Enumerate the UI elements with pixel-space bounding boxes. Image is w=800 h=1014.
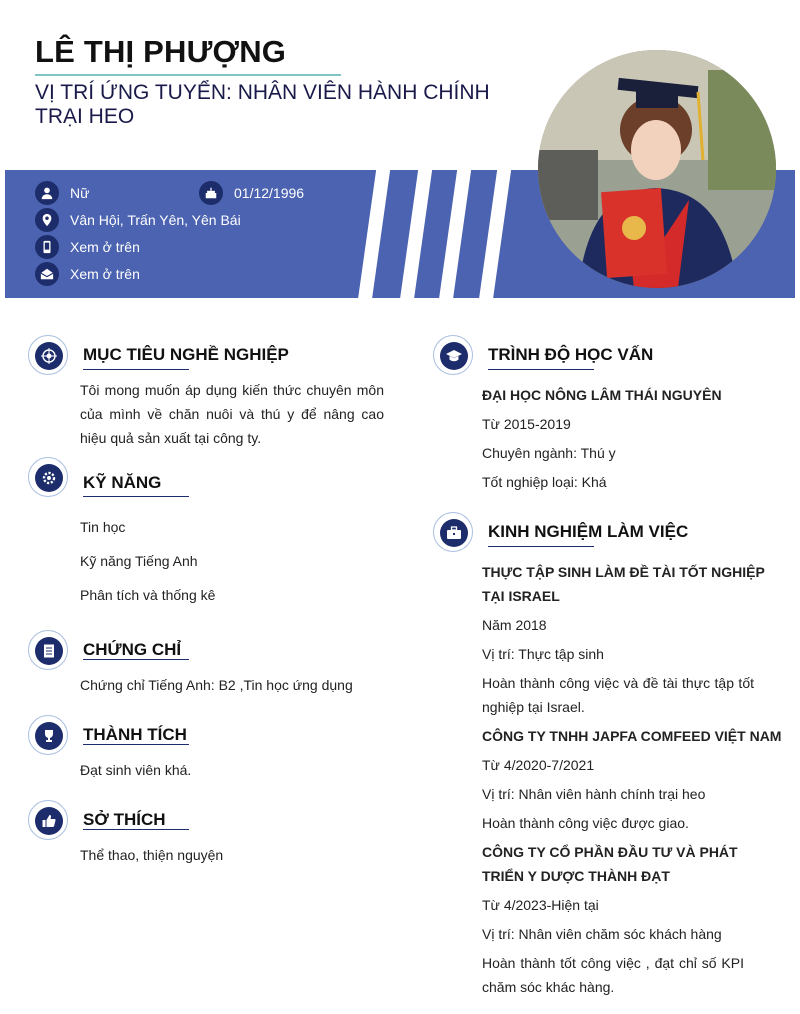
experience-title: KINH NGHIỆM LÀM VIỆC bbox=[488, 522, 689, 541]
skills-title: KỸ NĂNG bbox=[83, 473, 162, 492]
gear-icon bbox=[41, 470, 57, 486]
education-period: Từ 2015-2019 bbox=[482, 416, 571, 432]
skills-title-underline bbox=[83, 496, 189, 497]
contact-address bbox=[35, 208, 241, 232]
certificates-section-icon bbox=[28, 630, 68, 670]
job-role: Vị trí: Thực tập sinh bbox=[482, 646, 604, 662]
certificates-title-underline bbox=[83, 659, 189, 660]
birthday-cake-icon bbox=[199, 181, 223, 205]
contact-birthdate bbox=[199, 181, 304, 205]
hobbies-section-icon bbox=[28, 800, 68, 840]
education-school: ĐẠI HỌC NÔNG LÂM THÁI NGUYÊN bbox=[482, 387, 722, 403]
skill-item: Phân tích và thống kê bbox=[80, 587, 216, 603]
experience-title-underline bbox=[488, 546, 594, 547]
mail-icon bbox=[35, 262, 59, 286]
skill-item: Tin học bbox=[80, 519, 126, 535]
objective-section-icon bbox=[28, 335, 68, 375]
experience-section-icon bbox=[433, 512, 473, 552]
job-description: Hoàn thành công việc được giao. bbox=[482, 815, 689, 831]
band-stripe bbox=[398, 170, 433, 298]
job-role: Vị trí: Nhân viên chăm sóc khách hàng bbox=[482, 926, 722, 942]
job-period: Từ 4/2023-Hiện tại bbox=[482, 897, 599, 913]
map-pin-icon bbox=[35, 208, 59, 232]
user-icon bbox=[35, 181, 59, 205]
birthdate-value: 01/12/1996 bbox=[234, 185, 305, 201]
address-value: Vân Hội, Trấn Yên, Yên Bái bbox=[70, 212, 241, 228]
profile-photo bbox=[538, 50, 776, 288]
name-underline bbox=[35, 74, 341, 76]
band-stripe bbox=[437, 170, 472, 298]
contact-gender bbox=[35, 181, 89, 205]
target-icon bbox=[41, 348, 57, 364]
band-stripe bbox=[356, 170, 391, 298]
hobbies-title: SỞ THÍCH bbox=[83, 810, 166, 829]
objective-title-underline bbox=[83, 369, 189, 370]
position-title: VỊ TRÍ ỨNG TUYỂN: NHÂN VIÊN HÀNH CHÍNH TRẠI HEO bbox=[35, 81, 490, 128]
education-title-underline bbox=[488, 369, 594, 370]
job-period: Năm 2018 bbox=[482, 617, 547, 633]
graduation-cap-icon bbox=[446, 348, 462, 364]
education-major: Chuyên ngành: Thú y bbox=[482, 445, 616, 461]
skill-item: Kỹ năng Tiếng Anh bbox=[80, 553, 198, 569]
job-company: THỰC TẬP SINH LÀM ĐỀ TÀI TỐT NGHIỆP TẠI ISRAEL bbox=[482, 564, 765, 604]
achievements-title-underline bbox=[83, 744, 189, 745]
objective-text: Tôi mong muốn áp dụng kiến thức chuyên môn của mình về chăn nuôi và thú y để nâng cao hiệu quả sản xuất tại công ty. bbox=[80, 382, 384, 446]
education-title: TRÌNH ĐỘ HỌC VẤN bbox=[488, 345, 654, 364]
achievements-text: Đạt sinh viên khá. bbox=[80, 762, 192, 778]
education-section-icon bbox=[433, 335, 473, 375]
hobbies-title-underline bbox=[83, 829, 189, 830]
phone-value: Xem ở trên bbox=[70, 239, 140, 255]
band-stripe bbox=[477, 170, 512, 298]
phone-icon bbox=[35, 235, 59, 259]
job-company: CÔNG TY TNHH JAPFA COMFEED VIỆT NAM bbox=[482, 728, 782, 744]
job-description: Hoàn thành công việc và đề tài thực tập tốt nghiệp tại Israel. bbox=[482, 675, 754, 715]
job-description: Hoàn thành tốt công việc , đạt chỉ số KPI chăm sóc khác hàng. bbox=[482, 955, 744, 995]
education-grade: Tốt nghiệp loại: Khá bbox=[482, 474, 607, 490]
document-icon bbox=[41, 643, 57, 659]
email-value: Xem ở trên bbox=[70, 266, 140, 282]
achievements-section-icon bbox=[28, 715, 68, 755]
skills-section-icon bbox=[28, 457, 68, 497]
candidate-name: LÊ THỊ PHƯỢNG bbox=[35, 34, 287, 69]
certificates-text: Chứng chỉ Tiếng Anh: B2 ,Tin học ứng dụng bbox=[80, 677, 353, 693]
objective-title: MỤC TIÊU NGHỀ NGHIỆP bbox=[83, 345, 289, 364]
briefcase-icon bbox=[446, 525, 462, 541]
trophy-icon bbox=[41, 728, 57, 744]
thumbs-up-icon bbox=[41, 813, 57, 829]
job-company: CÔNG TY CỔ PHẦN ĐẦU TƯ VÀ PHÁT TRIỂN Y DƯỢC THÀNH ĐẠT bbox=[482, 844, 738, 884]
hobbies-text: Thể thao, thiện nguyện bbox=[80, 847, 224, 863]
job-role: Vị trí: Nhân viên hành chính trại heo bbox=[482, 786, 706, 802]
gender-value: Nữ bbox=[70, 185, 90, 201]
achievements-title: THÀNH TÍCH bbox=[83, 725, 187, 744]
contact-phone bbox=[35, 235, 140, 259]
contact-email bbox=[35, 262, 140, 286]
certificates-title: CHỨNG CHỈ bbox=[83, 640, 182, 659]
job-period: Từ 4/2020-7/2021 bbox=[482, 757, 595, 773]
